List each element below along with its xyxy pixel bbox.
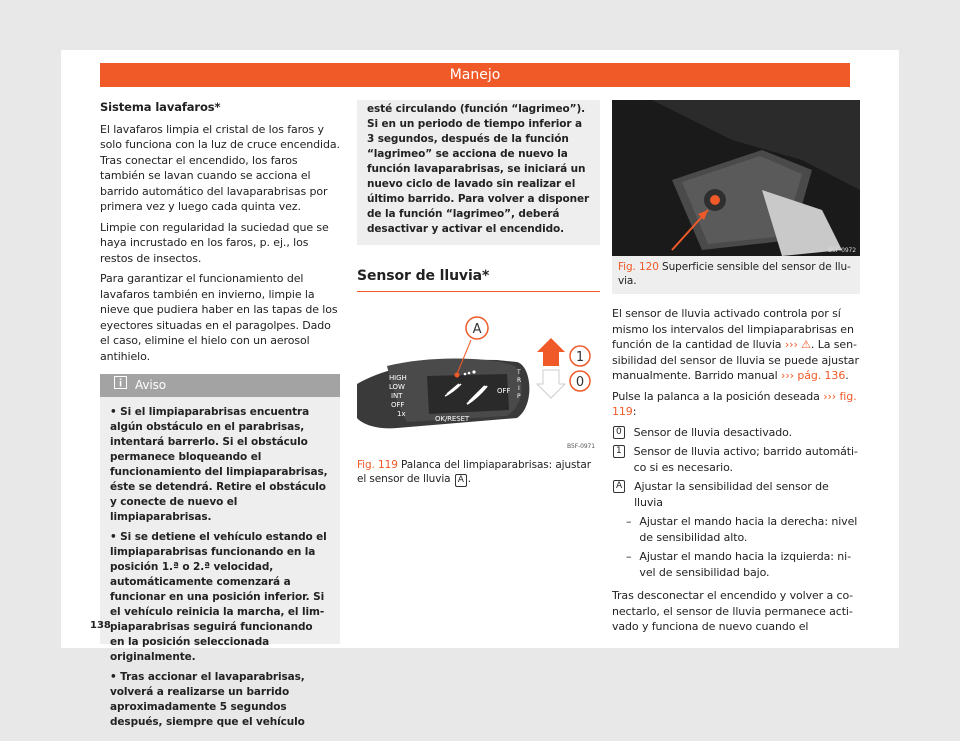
badge: A bbox=[613, 480, 625, 493]
badge: 1 bbox=[613, 445, 625, 458]
trip-i: I bbox=[518, 384, 520, 392]
list-item: • Si el limpiaparabrisas encuentra algún obstáculo en el parabrisas, intentará barrerlo. Si el obstáculo permanece bloqueando el funcionamiento del limpiaparabrisas, éste se detendrá. Retire el obstáculo y conecte de nuevo el limpiaparabrisas. bbox=[110, 406, 328, 523]
trip-p: P bbox=[517, 392, 521, 400]
cross-reference-link[interactable]: ››› fig. 119 bbox=[612, 389, 857, 418]
list-item: A Ajustar la sensibilidad del sensor de lluvia bbox=[612, 479, 860, 510]
page-header: Manejo bbox=[100, 63, 850, 87]
figure-label: Fig. 120 bbox=[618, 261, 659, 273]
warning-icon: ⚠ bbox=[801, 338, 811, 351]
warning-body bbox=[100, 397, 340, 741]
trip-t: T bbox=[517, 368, 521, 376]
paragraph: Tras desconectar el encendido y volver a conectarlo, el sensor de lluvia permanece activado y funciona de nuevo cuando el bbox=[612, 589, 854, 633]
sensor-surface-icon bbox=[710, 195, 720, 205]
warning-box bbox=[100, 374, 340, 728]
lever-label-reset: OK/RESET bbox=[435, 414, 470, 423]
paragraph: El sensor de lluvia activado controla por sí mismo los intervalos del limpiaparabrisas en función de la cantidad de lluvia ››› ⚠. La sensibilidad del sensor de lluvia se puede ajustar manualmente. Barrido manual ››› pág. 136. bbox=[612, 307, 859, 382]
figure-code: B5F-0971 bbox=[566, 442, 595, 450]
sub-list-item: – Ajustar el mando hacia la derecha: nivel de sensibilidad alto. bbox=[626, 515, 858, 544]
svg-text:A: A bbox=[472, 321, 482, 337]
list-item: 0 Sensor de lluvia desactivado. bbox=[612, 425, 860, 441]
cross-reference-link[interactable]: ››› pág. 136 bbox=[781, 369, 846, 382]
paragraph: Para garantizar el funcionamiento del lavafaros también en invierno, limpie la nieve que pudiera haber en las tapas de los eyectores situadas en el paragolpes. Dado el caso, elimine el hielo con un aerosol antihielo. bbox=[100, 272, 338, 363]
paragraph: El lavafaros limpia el cristal de los faros y solo funciona con la luz de cruce encendida. Tras conectar el encendido, los faros también se lavan cuando se acciona el barrido automático del lavaparabrisas por primera vez y luego cada quinta vez. bbox=[100, 122, 340, 213]
lever-label-off2: OFF bbox=[497, 386, 511, 395]
info-icon bbox=[114, 374, 127, 397]
trip-r: R bbox=[517, 376, 522, 384]
warning-header bbox=[100, 374, 340, 397]
lever-label-off: OFF bbox=[391, 400, 405, 409]
figure-code: B5F-0972 bbox=[827, 247, 856, 254]
badge: A bbox=[455, 474, 467, 487]
column-2 bbox=[357, 100, 600, 487]
column-1 bbox=[100, 100, 340, 728]
badge: 0 bbox=[613, 426, 625, 439]
svg-text:1: 1 bbox=[575, 349, 585, 365]
lever-label-low: LOW bbox=[389, 382, 405, 391]
list-item: 1 Sensor de lluvia activo; barrido automático si es necesario. bbox=[612, 444, 860, 475]
lever-label-int: INT bbox=[391, 391, 403, 400]
list-item: • Si se detiene el vehículo estando el limpiaparabrisas funcionando en la posición 1.ª o 2.ª velocidad, automáticamente comenzará a funcionar en una posición inferior. Si el vehículo reinicia la marcha, el limpiaparabrisas seguirá funcionando en la posición seleccionada originalmente. bbox=[110, 531, 327, 663]
column-3 bbox=[612, 100, 860, 640]
lever-label-high: HIGH bbox=[389, 373, 407, 382]
lever-label-1x: 1x bbox=[397, 409, 406, 418]
figure-caption: Fig. 119 Palanca del limpiaparabrisas: ajustar el sensor de lluvia A . bbox=[357, 458, 591, 485]
section-heading: Sistema lavafaros* bbox=[100, 100, 221, 114]
list-item: • Tras accionar el lavaparabrisas, volverá a realizarse un barrido aproximadamente 5 segundos después, siempre que el vehículo bbox=[110, 671, 305, 728]
figure-caption: Fig. 120 Superficie sensible del sensor de lluvia. bbox=[612, 256, 860, 294]
warning-title: Aviso bbox=[135, 378, 167, 392]
sub-list-item: – Ajustar el mando hacia la izquierda: nivel de sensibilidad bajo. bbox=[626, 550, 852, 579]
figure-label: Fig. 119 bbox=[357, 458, 398, 471]
figure-119 bbox=[357, 306, 600, 452]
section-title: Sensor de lluvia* bbox=[357, 269, 600, 292]
warning-continued: esté circulando (función “lagrimeo”). Si en un periodo de tiempo inferior a 3 segundos, después de la función “lagrimeo” se acciona de nuevo la función lavaparabrisas, se iniciará un nuevo ciclo de lavado sin realizar el último barrido. Para volver a disponer de la función “lagrimeo”, deberá desactivar y activar el encendido. bbox=[357, 100, 600, 245]
svg-text:0: 0 bbox=[575, 374, 585, 390]
figure-120 bbox=[612, 100, 860, 256]
cross-reference-link[interactable]: ››› bbox=[784, 338, 798, 351]
rain-sensor-illustration bbox=[612, 100, 860, 256]
wiper-lever-illustration bbox=[357, 306, 600, 452]
paragraph: Pulse la palanca a la posición deseada ››› fig. 119: bbox=[612, 389, 857, 418]
page-number: 138 bbox=[90, 620, 111, 631]
paragraph: Limpie con regularidad la suciedad que se haya incrustado en los faros, p. ej., los restos de insectos. bbox=[100, 220, 329, 265]
